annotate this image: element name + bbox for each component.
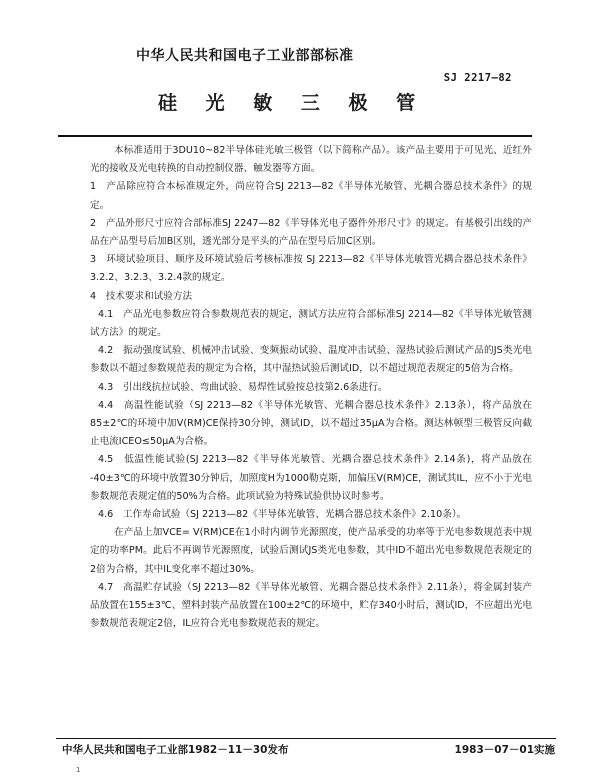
footer-divider <box>56 738 556 739</box>
issue-date: 中华人民共和国电子工业部1982－11－30发布 <box>62 744 289 756</box>
clause-4-4: 4.4 高温性能试验（SJ 2213—82《半导体光敏管、光耦合器总技术条件》2.13条），将产品放在85±2℃的环境中加V(RM)CE保持30分钟，测试ID，以不超过35μA为合格。测达林顿型三极管反向截止电流ICEO≤50μA为合格。 <box>90 399 532 448</box>
clause-4-6: 4.6 工作寿命试验（SJ 2213—82《半导体光敏管、光耦合器总技术条件》2.10条）。 <box>98 509 467 521</box>
clause-4-2: 4.2 振动强度试验、机械冲击试验、变频振动试验、温度冲击试验、湿热试验后测试产品的JS类光电参数以不超过参数规范表的规定为合格，其中湿热试验后测试ID，以不超过规范表规定的5倍为合格。 <box>90 345 532 375</box>
intro-paragraph: 本标准适用于3DU10~82半导体硅光敏三极管（以下简称产品）。该产品主要用于可见光、近红外光的接收及光电转换的自动控制仪器、触发器等方面。 <box>90 145 532 175</box>
clause-4-1: 4.1 产品光电参数应符合参数规范表的规定，测试方法应符合部标准SJ 2214—82《半导体光敏管测试方法》的规定。 <box>90 308 532 339</box>
clause-4-3: 4.3 引出线抗拉试验、弯曲试验、易焊性试验按总技第2.6条进行。 <box>98 381 388 393</box>
clause-1: 1 产品除应符合本标准规定外，尚应符合SJ 2213—82《半导体光敏管、光耦合器总技术条件》的规定。 <box>90 181 532 211</box>
clause-4-6-detail: 在产品上加VCE= V(RM)CE在1小时内调节光源照度，使产品承受的功率等于光电参数规范表中规定的功率PM。此后不再调节光源照度，试验后测试JS类光电参数，其中ID不超出光电参数规范表规定的2倍为合格，其中IL变化率不超过30%。 <box>90 527 532 575</box>
document-title: 硅 光 敏 三 极 管 <box>158 92 427 114</box>
clause-4-5: 4.5 低温性能试验(SJ 2213—82《半导体光敏管、光耦合器总技术条件》2.14条)，将产品放在 -40±3℃的环境中放置30分钟后，加照度H为1000勒克斯，加偏压V(RM)CE，测试其IL，应不小于光电参数规范表规定值的50%为合格。此项试验为特殊试验供协议时参考。 <box>90 454 532 502</box>
implementation-date: 1983－07－01实施 <box>454 744 555 756</box>
header-divider <box>58 135 532 137</box>
clause-4-heading: 4 技术要求和试验方法 <box>90 290 193 302</box>
standard-number: SJ 2217—82 <box>443 72 512 84</box>
issuing-authority-header: 中华人民共和国电子工业部部标准 <box>136 48 354 64</box>
clause-4-7: 4.7 高温贮存试验（SJ 2213—82《半导体光敏管、光耦合器总技术条件》2.11条），将金属封装产品放置在155±3℃、塑料封装产品放置在100±2℃的环境中，贮存340小时后，测试ID，不应超出光电参数规范表规定2倍，IL应符合光电参数规范表的规定。 <box>90 581 532 630</box>
page-number: 1 <box>76 766 81 774</box>
clause-3: 3 环境试验项目、顺序及环境试验后考核标准按 SJ 2213—82《半导体光敏管光耦合器总技术条件》3.2.2、3.2.3、3.2.4款的规定。 <box>90 254 532 284</box>
document-body <box>90 142 532 633</box>
clause-2: 2 产品外形尺寸应符合部标准SJ 2247—82《半导体光电子器件外形尺寸》的规定。有基极引出线的产品在产品型号后加B区别，透光部分是平头的产品在型号后加C区别。 <box>90 217 532 248</box>
